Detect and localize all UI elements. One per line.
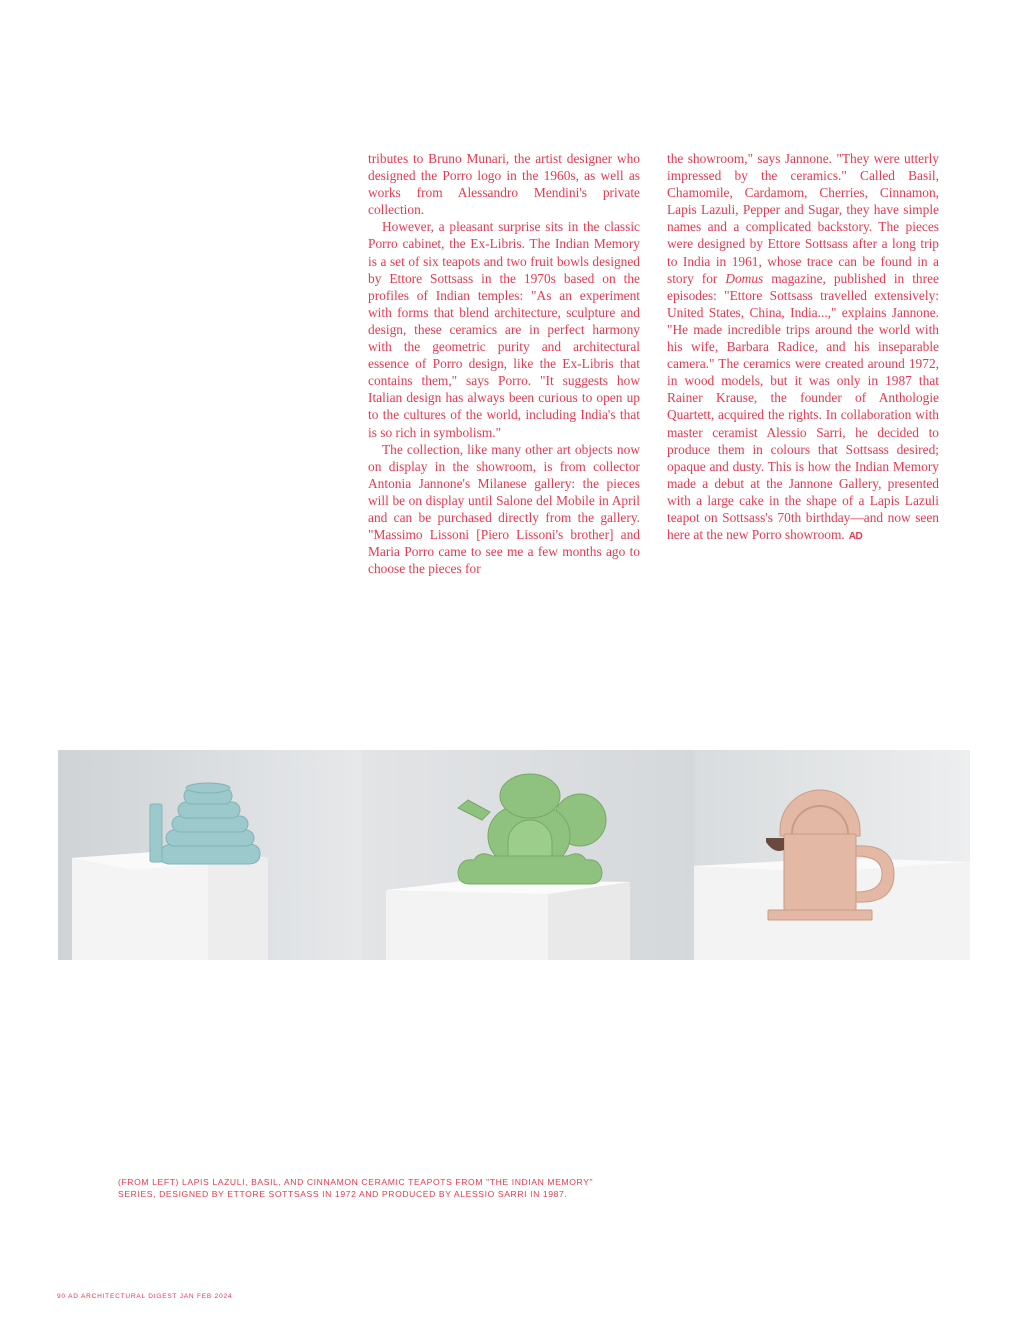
teapot-cinnamon-image xyxy=(694,750,970,960)
caption-line: (FROM LEFT) LAPIS LAZULI, BASIL, AND CINNAMON CERAMIC TEAPOTS FROM "THE INDIAN MEMORY" xyxy=(118,1177,594,1187)
paragraph: tributes to Bruno Munari, the artist designer who designed the Porro logo in the 1960s, as well as works from Alessandro Mendini's private collection. xyxy=(368,151,640,218)
text-run: magazine, published in three episodes: "Ettore Sottsass travelled extensively: United States, China, India...," explains Jannone. "He made incredible trips around the world with his wife, Barbara Radice, and his inseparable camera." The ceramics were created around 1972, in wood models, but it was only in 1987 that Rainer Krause, the founder of Anthologie Quartett, acquired the rights. In collaboration with master ceramist Alessio Sarri, he decided to produce them in colours that Sottsass desired; opaque and dusty. This is how the Indian Memory made a debut at the Jannone Gallery, presented with a large cake in the shape of a Lapis Lazuli teapot on Sottsass's 70th birthday—and now seen here at the new Porro showroom. xyxy=(667,270,939,543)
page-folio: 90 AD ARCHITECTURAL DIGEST JAN FEB 2024 xyxy=(57,1293,233,1300)
photo-panel-cinnamon xyxy=(694,750,970,960)
caption-line: SERIES, DESIGNED BY ETTORE SOTTSASS IN 1972 AND PRODUCED BY ALESSIO SARRI IN 1987. xyxy=(118,1189,568,1199)
end-mark-logo: AD xyxy=(848,531,863,543)
article-column-right xyxy=(667,150,939,545)
text-run: the showroom," says Jannone. "They were utterly impressed by the ceramics." Called Basil, Chamomile, Cardamom, Cherries, Cinnamon, Lapis Lazuli, Pepper and Sugar, they have simple names and a complicated backstory. The pieces were designed by Ettore Sottsass after a long trip to India in 1961, whose trace can be found in a story for xyxy=(667,151,939,286)
photo-panel-lapis-lazuli xyxy=(58,750,362,960)
photo-caption xyxy=(118,1176,718,1200)
photo-panel-basil xyxy=(362,750,694,960)
paragraph xyxy=(667,150,939,545)
paragraph: The collection, like many other art objects now on display in the showroom, is from collector Antonia Jannone's Milanese gallery: the pieces will be on display until Salone del Mobile in April and can be purchased directly from the gallery. "Massimo Lissoni [Piero Lissoni's brother] and Maria Porro came to see me a few months ago to choose the pieces for xyxy=(368,441,640,577)
teapot-basil-image xyxy=(362,750,694,960)
article-column-left xyxy=(368,150,640,577)
teapot-lapis-lazuli-image xyxy=(58,750,362,960)
paragraph: However, a pleasant surprise sits in the classic Porro cabinet, the Ex-Libris. The Indian Memory is a set of six teapots and two fruit bowls designed by Ettore Sottsass in the 1970s based on the profiles of Indian temples: "As an experiment with forms that blend architecture, sculpture and design, these ceramics are in perfect harmony with the geometric purity and architectural essence of Porro design, like the Ex-Libris that contains them," says Porro. "It suggests how Italian design has always been curious to open up to the cultures of the world, including India's that is so rich in symbolism." xyxy=(368,219,640,440)
magazine-title: Domus xyxy=(725,270,764,286)
